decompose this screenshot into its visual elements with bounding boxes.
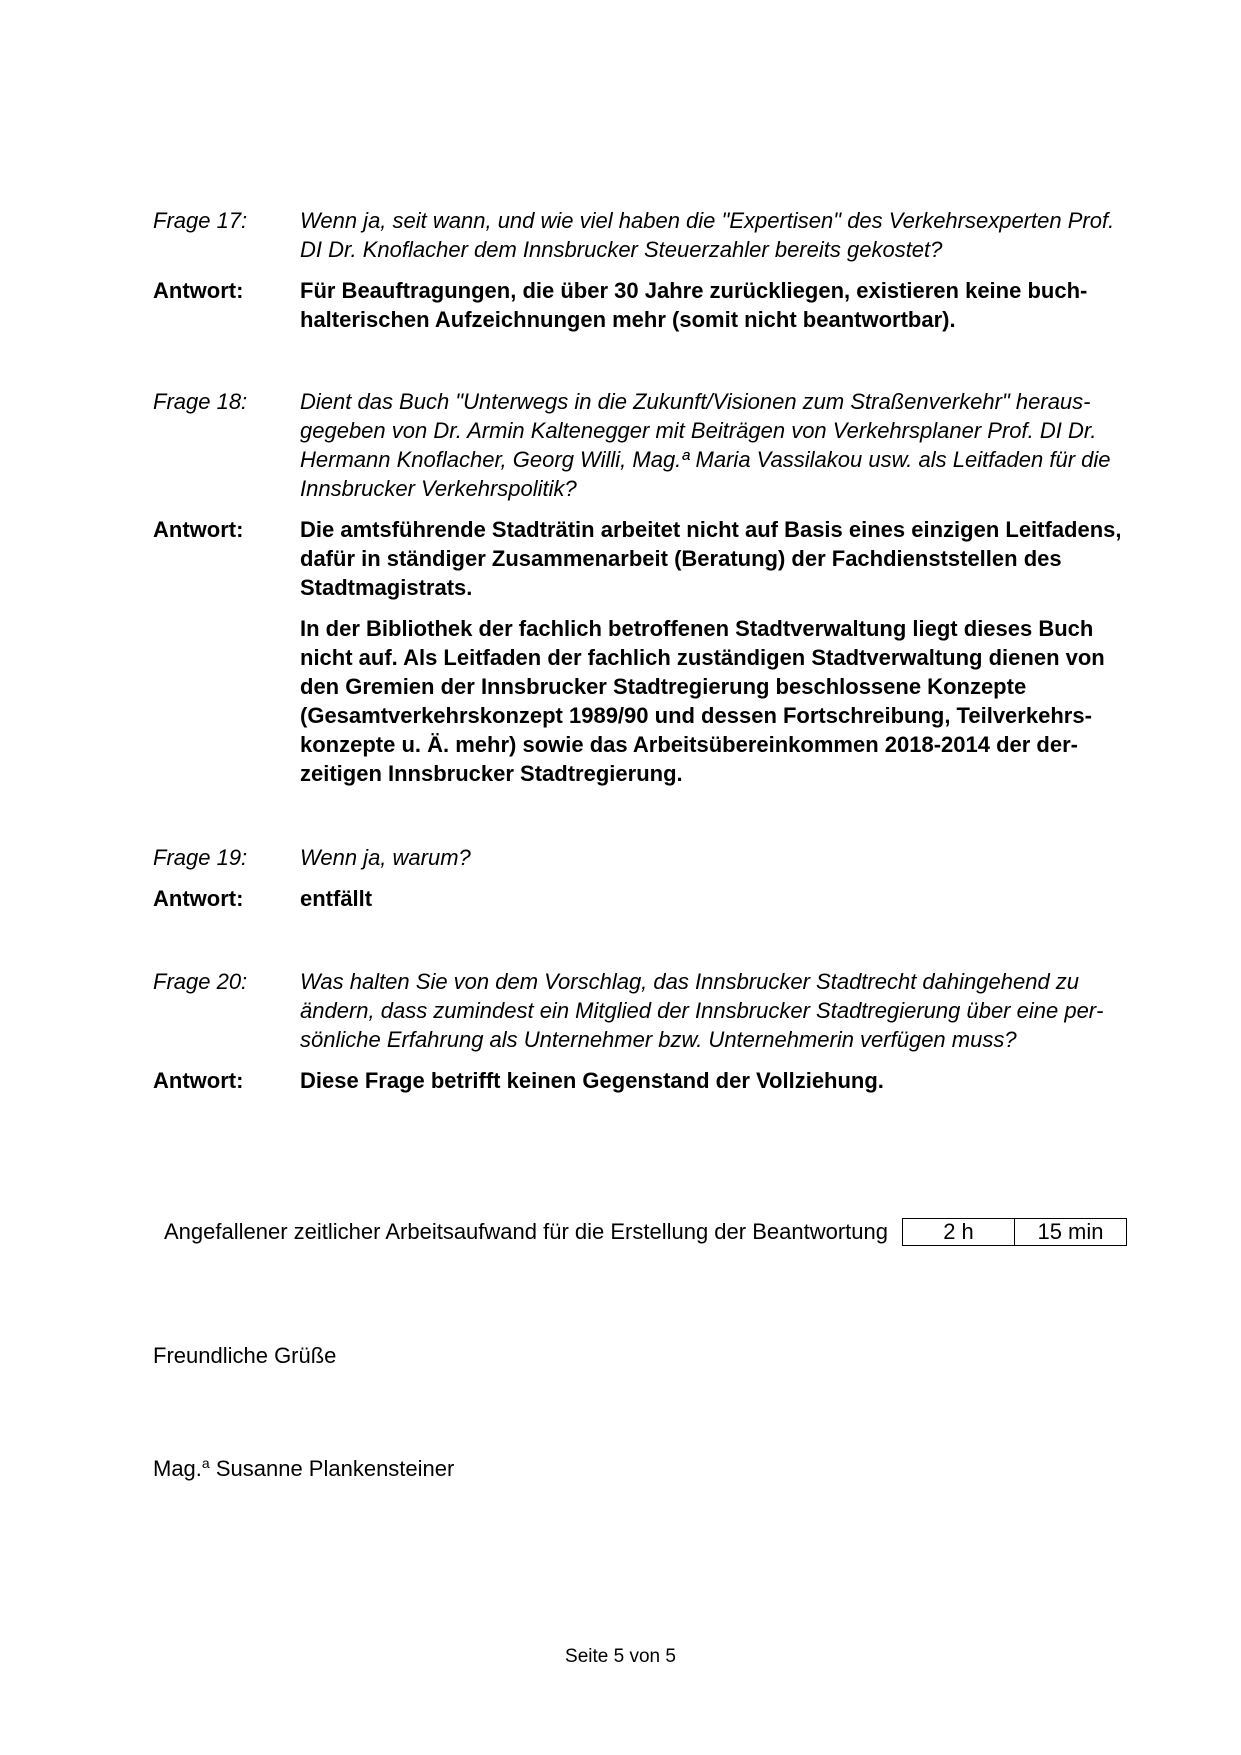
question-row (153, 967, 1133, 1054)
answer-text (300, 276, 1133, 334)
answer-row (153, 1066, 1133, 1095)
question-row (153, 387, 1133, 503)
answer-paragraph: Diese Frage betrifft keinen Gegenstand der Vollziehung. (300, 1068, 884, 1093)
answer-paragraph: Für Beauftragungen, die über 30 Jahre zurückliegen, existieren keine buchhalterischen Aufzeichnungen mehr (somit nicht beantwortbar). (300, 278, 1088, 332)
qa-block-17 (153, 206, 1133, 334)
answer-text (300, 515, 1133, 788)
answer-row (153, 515, 1133, 788)
question-text: Wenn ja, warum? (300, 845, 471, 870)
qa-block-18 (153, 387, 1133, 788)
question-text: Wenn ja, seit wann, und wie viel haben die "Expertisen" des Verkehrsexperten Prof. DI Dr. Knoflacher dem Innsbrucker Steuerzahler bereits gekostet? (300, 208, 1115, 262)
signature-title: Mag. (153, 1456, 202, 1481)
answer-text (300, 884, 1133, 913)
question-label: Frage 17: (153, 208, 248, 233)
signature-name: Susanne Plankensteiner (215, 1456, 455, 1481)
effort-hours: 2 h (943, 1219, 974, 1244)
effort-row (164, 1218, 1127, 1246)
question-label: Frage 19: (153, 845, 248, 870)
answer-row (153, 276, 1133, 334)
signature-title-superscript: a (201, 1455, 210, 1471)
effort-label: Angefallener zeitlicher Arbeitsaufwand für die Erstellung der Beantwortung (164, 1219, 888, 1244)
effort-minutes: 15 min (1014, 1219, 1126, 1245)
question-text: Dient das Buch "Unterwegs in die Zukunft/Visionen zum Straßenverkehr" herausgegeben von Dr. Armin Kaltenegger mit Beiträgen von Verkehrsplaner Prof. DI Dr. Hermann Knoflacher, Georg Willi, Mag.ª Maria Vassilakou usw. als Leitfaden für die Innsbrucker Verkehrspolitik? (300, 389, 1111, 501)
answer-paragraph: Die amtsführende Stadträtin arbeitet nicht auf Basis eines einzigen Leitfadens, dafür in ständiger Zusammenarbeit (Beratung) der Fachdienststellen des Stadtmagistrats. (300, 517, 1122, 600)
signature (153, 1455, 454, 1482)
answer-paragraph: In der Bibliothek der fachlich betroffenen Stadtverwaltung liegt dieses Buch nicht auf. Als Leitfaden der fachlich zuständigen Stadtverwaltung dienen von den Gremien der Innsbrucker Stadtregierung beschlossene Konzepte (Gesamtverkehrskonzept 1989/90 und dessen Fortschreibung, Teilverkehrskonzepte u. Ä. mehr) sowie das Arbeitsübereinkommen 2018-2014 der derzeitigen Innsbrucker Stadtregierung. (300, 616, 1105, 786)
answer-text (300, 1066, 1133, 1095)
page-number: Seite 5 von 5 (565, 1646, 676, 1667)
answer-paragraph: entfällt (300, 886, 373, 911)
question-label: Frage 20: (153, 969, 248, 994)
question-label: Frage 18: (153, 389, 248, 414)
effort-table (902, 1218, 1127, 1246)
question-text: Was halten Sie von dem Vorschlag, das Innsbrucker Stadtrecht dahingehend zu ändern, dass zumindest ein Mitglied der Innsbrucker Stadtregierung über eine persönliche Erfahrung als Unternehmer bzw. Unternehmerin verfügen muss? (300, 969, 1104, 1052)
qa-block-19 (153, 843, 1133, 913)
question-row (153, 843, 1133, 872)
qa-block-20 (153, 967, 1133, 1095)
question-row (153, 206, 1133, 264)
answer-row (153, 884, 1133, 913)
answer-label: Antwort: (153, 278, 244, 303)
answer-label: Antwort: (153, 1068, 244, 1093)
closing-greeting: Freundliche Grüße (153, 1343, 337, 1368)
answer-label: Antwort: (153, 517, 244, 542)
answer-label: Antwort: (153, 886, 244, 911)
